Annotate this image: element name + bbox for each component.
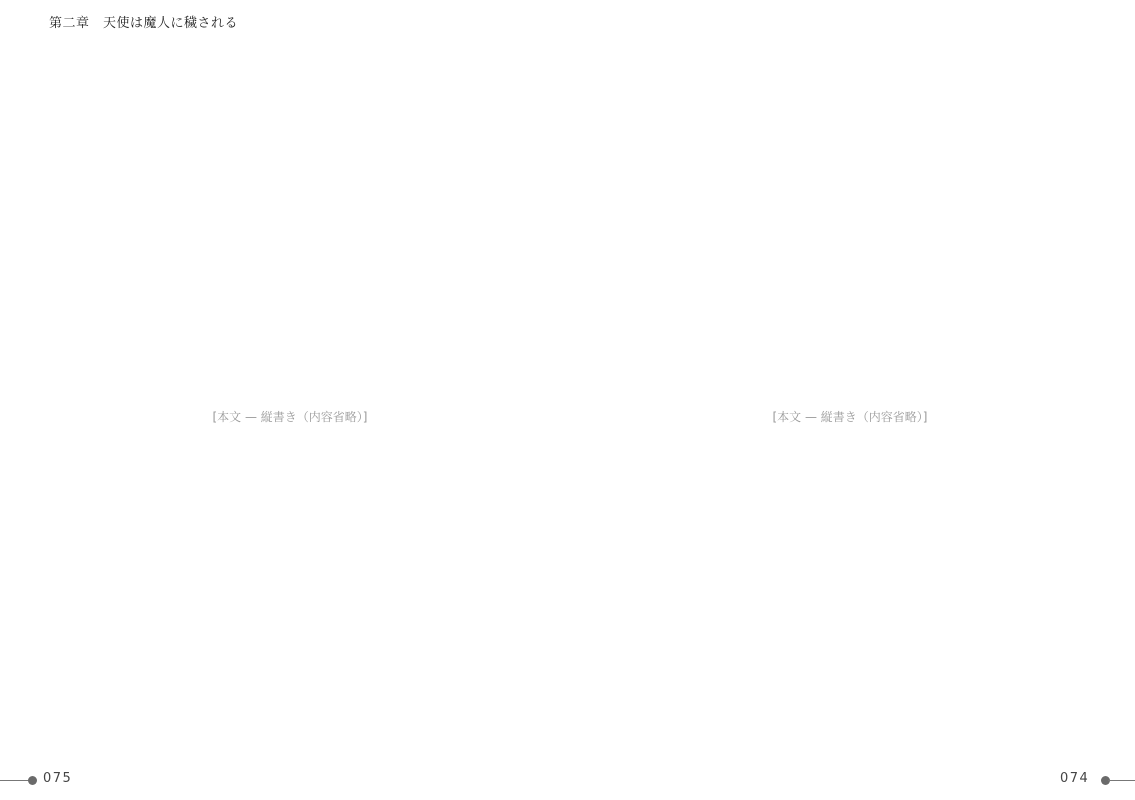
left-page-footer [0, 771, 120, 786]
footer-dot-icon [28, 776, 37, 785]
page-number-left: 075 [43, 771, 73, 786]
footer-rule [1108, 780, 1135, 781]
running-head-chapter-title: 第二章 天使は魔人に穢される [49, 16, 239, 31]
vertical-text-block [600, 48, 1100, 738]
page-number-right: 074 [1060, 771, 1090, 786]
body-placeholder: [本文 — 縦書き（内容省略）] [772, 410, 928, 424]
right-page-body [600, 48, 1100, 738]
right-page-footer [1060, 771, 1135, 786]
vertical-text-block [40, 48, 540, 738]
body-placeholder: [本文 — 縦書き（内容省略）] [212, 410, 368, 424]
footer-rule [0, 780, 30, 781]
left-page-body [40, 48, 540, 738]
